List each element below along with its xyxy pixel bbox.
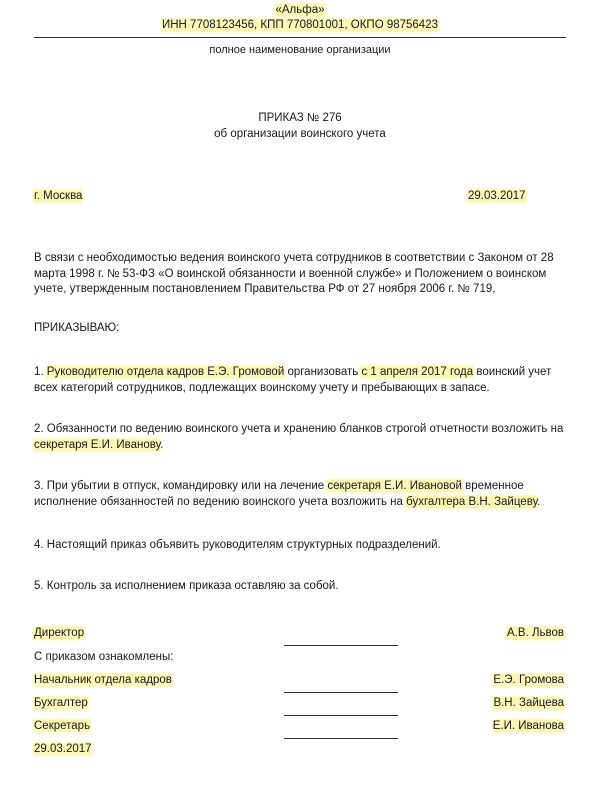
sign-row-name: В.Н. Зайцева [493,697,564,709]
director-sign-line [284,645,398,646]
order-date: 29.03.2017 [468,190,526,202]
command-word: ПРИКАЗЫВАЮ: [34,322,120,334]
org-caption: полное наименование организации [209,44,391,56]
order-subject: об организации воинского учета [214,128,386,140]
header-rule [34,37,566,38]
ack-caption: С приказом ознакомлены: [34,651,174,663]
sign-row-name: Е.И. Иванова [492,720,564,732]
sign-row-role: Начальник отдела кадров [34,674,172,686]
sign-line [284,715,398,716]
director-role: Директор [34,627,85,639]
sign-row-name: Е.Э. Громова [493,674,564,686]
sign-line [284,738,398,739]
sign-row-role: Бухгалтер [34,697,88,709]
order-item-5: 5. Контроль за исполнением приказа оставляю за собой. [34,580,339,592]
sign-date: 29.03.2017 [34,743,92,755]
org-name: «Альфа» [275,4,325,16]
sign-row-role: Секретарь [34,720,91,732]
order-item-4: 4. Настоящий приказ объявить руководителям структурных подразделений. [34,539,441,551]
order-title: ПРИКАЗ № 276 [258,112,342,124]
intro-paragraph: В связи с необходимостью ведения воинского учета сотрудников в соответствии с Законом от 28 марта 1998 г. № 53-ФЗ «О воинской обязанности и военной службе» и Положением о воинском учете, утвержденным постановлением Правительства РФ от 27 ноября 2006 г. № 719, [34,252,554,295]
order-item-3: 3. При убытии в отпуск, командировку или на лечение секретаря Е.И. Ивановой временное исполнение обязанностей по ведению воинского учета возложить на бухгалтера В.Н. Зайцеву. [34,480,541,508]
order-item-2: 2. Обязанности по ведению воинского учета и хранению бланков строгой отчетности возложить на секретаря Е.И. Иванову. [34,423,564,451]
sign-line [284,692,398,693]
director-name: А.В. Львов [507,627,564,639]
org-requisites: ИНН 7708123456, КПП 770801001, ОКПО 98756423 [161,19,438,31]
order-place: г. Москва [34,190,83,202]
order-item-1: 1. Руководителю отдела кадров Е.Э. Громовой организовать с 1 апреля 2017 года воинский учет всех категорий сотрудников, подлежащих воинскому учету и пребывающих в запасе. [34,366,552,394]
